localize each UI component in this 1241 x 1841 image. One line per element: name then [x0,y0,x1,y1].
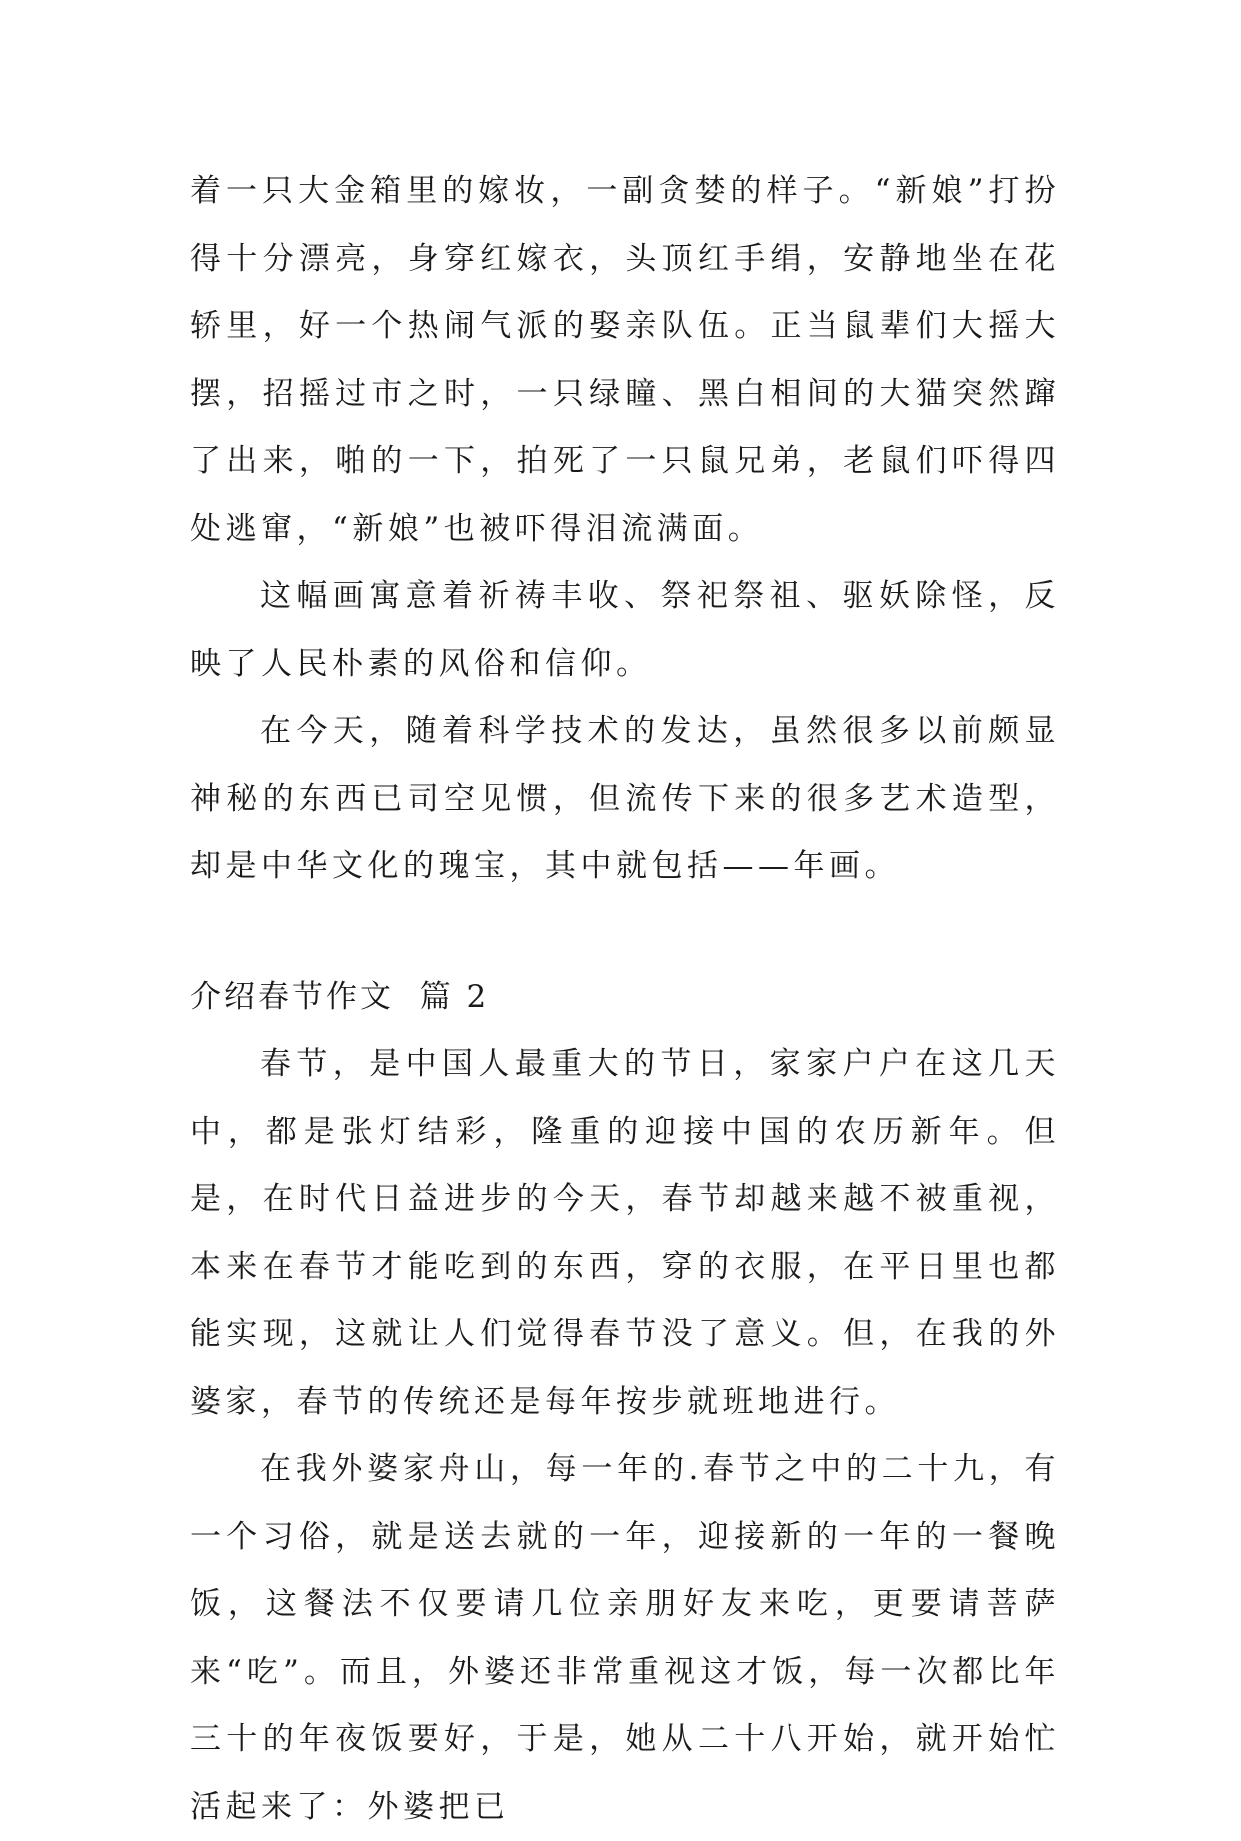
document-page [190,158,1060,1841]
paragraph-3: 在今天，随着科学技术的发达，虽然很多以前颇显神秘的东西已司空见惯，但流传下来的很多艺术造型，却是中华文化的瑰宝，其中就包括——年画。 [190,713,1060,884]
paragraph-4: 春节，是中国人最重大的节日，家家户户在这几天中，都是张灯结彩，隆重的迎接中国的农历新年。但是，在时代日益进步的今天，春节却越来越不被重视，本来在春节才能吃到的东西，穿的衣服，在平日里也都能实现，这就让人们觉得春节没了意义。但，在我的外婆家，春节的传统还是每年按步就班地进行。 [190,1046,1060,1420]
paragraph-1: 着一只大金箱里的嫁妆，一副贪婪的样子。“新娘”打扮得十分漂亮，身穿红嫁衣，头顶红手绢，安静地坐在花轿里，好一个热闹气派的娶亲队伍。正当鼠辈们大摇大摆，招摇过市之时，一只绿瞳、黑白相间的大猫突然蹿了出来，啪的一下，拍死了一只鼠兄弟，老鼠们吓得四处逃窜，“新娘”也被吓得泪流满面。 [190,173,1060,547]
paragraph-5: 在我外婆家舟山，每一年的.春节之中的二十九，有一个习俗，就是送去就的一年，迎接新的一年的一餐晚饭，这餐法不仅要请几位亲朋好友来吃，更要请菩萨来“吃”。而且，外婆还非常重视这才饭，每一次都比年三十的年夜饭要好，于是，她从二十八开始，就开始忙活起来了：外婆把已 [190,1451,1060,1825]
section-heading: 介绍春节作文 篇 2 [190,978,490,1015]
paragraph-2: 这幅画寓意着祈祷丰收、祭祀祭祖、驱妖除怪，反映了人民朴素的风俗和信仰。 [190,578,1060,682]
